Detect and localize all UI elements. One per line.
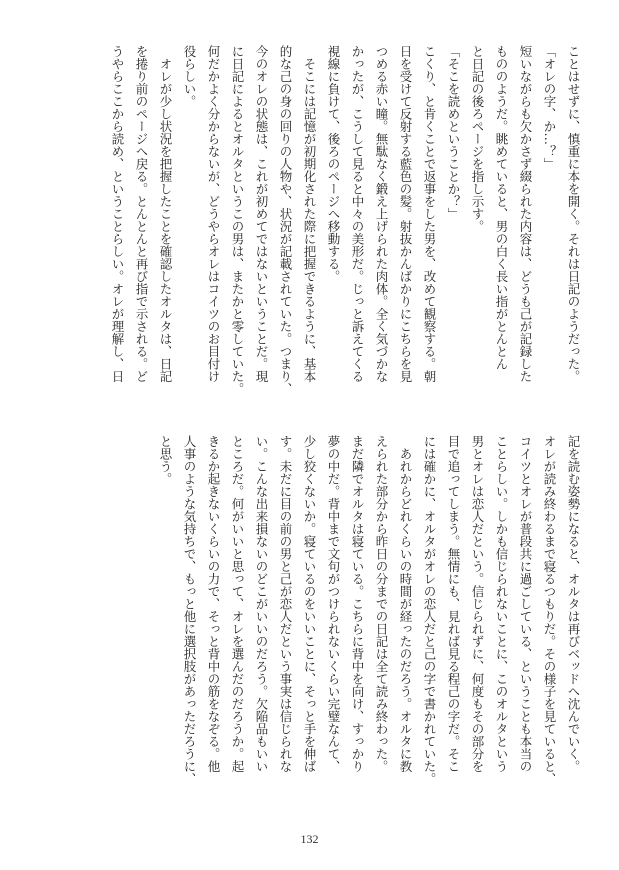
text-line: 「オレの字、か…？」 <box>542 45 557 170</box>
page-number: 132 <box>300 832 319 846</box>
text-line: うやらここから読め、ということらしい。オレが理解し、日 <box>110 45 125 383</box>
text-line: コイツとオレが普段共に過ごしている、ということも本当の <box>518 435 533 773</box>
text-line: きるか起きないくらいの力で、そっと背中の筋をなぞる。他 <box>206 435 221 773</box>
text-line: 目で追ってしまう。無情にも、見れば見る程己の字だ。そこ <box>446 435 461 773</box>
text-line: 男とオレは恋人だという。信じられずに、何度もその部分を <box>470 435 485 773</box>
text-line: 日を受けて反射する藍色の髪。射抜かんばかりにこちらを見 <box>398 45 413 383</box>
text-line: に日記によるとオルタというこの男は、またかと零していた。 <box>230 45 245 395</box>
text-line: 役らしい。 <box>182 45 197 108</box>
text-line: 的な己の身の回りの人物や、状況が記載されていた。つまり、 <box>278 45 293 395</box>
text-line: つめる赤い瞳。無駄なく鍛え上げられた肉体。全く気づかな <box>374 45 389 383</box>
text-block-bottom <box>153 435 585 800</box>
text-line: 人事のような気持ちで、もっと他に選択肢があっただろうに、 <box>182 435 197 785</box>
text-line: 視線に負けて、後ろのページへ移動する。 <box>326 45 341 283</box>
text-line: ところだ。何がいいと思って、オレを選んだのだろうか。起 <box>230 435 245 773</box>
text-line: オレが読み終わるまで寝るつもりだ。その様子を見ていると、 <box>542 435 557 785</box>
text-line: ことらしい。しかも信じられないことに、このオルタという <box>494 435 509 773</box>
text-line: と思う。 <box>158 435 173 485</box>
text-line: には確かに、オルタがオレの恋人だと己の字で書かれていた。 <box>422 435 437 785</box>
text-line: と日記の後ろページを指し示す。 <box>470 45 485 233</box>
text-line: 「そこを読めということか？」 <box>446 45 461 220</box>
text-line: 夢の中だ。背中まで文句がつけられないくらい完璧なんて、 <box>326 435 341 773</box>
text-block-top <box>105 45 585 397</box>
text-line: 少し狡くないか。寝ているのをいいことに、そっと手を伸ば <box>302 435 317 773</box>
text-line: かったが、こうして見ると中々の美形だ。じっと訴えてくる <box>350 45 365 383</box>
text-line: そこには記憶が初期化された際に把握できるように、基本 <box>302 45 317 383</box>
text-line: 短いながらも欠かさず綴られた内容は、どうも己が記録した <box>518 45 533 383</box>
text-line: まだ隣でオルタは寝ている。こちらに背中を向け、すっかり <box>350 435 365 773</box>
text-line: こくり、と肯くことで返事をした男を、改めて観察する。朝 <box>422 45 437 383</box>
text-line: 何だかよく分からないが、どうやらオレはコイツのお目付け <box>206 45 221 383</box>
text-line: えられた部分から昨日の分までの日記は全て読み終わった。 <box>374 435 389 773</box>
text-line: オレが少し状況を把握したことを確認したオルタは、日記 <box>158 45 173 383</box>
text-line: もののようだ。眺めていると、男の白く長い指がとんとん <box>494 45 509 370</box>
text-line: 記を読む姿勢になると、オルタは再びベッドへ沈んでいく。 <box>566 435 581 773</box>
text-line: ことはせずに、慎重に本を開く。それは日記のようだった。 <box>566 45 581 383</box>
text-line: 今のオレの状態は、これが初めてではないということだ。現 <box>254 45 269 383</box>
text-line: を捲り前のページへ戻る。とんとんと再び指で示される。ど <box>134 45 149 383</box>
text-line: す。未だに目の前の男と己が恋人だという事実は信じられな <box>278 435 293 773</box>
text-line: い。こんな出来損ないのどこがいいのだろう。欠陥品もいい <box>254 435 269 773</box>
text-line: あれからどれくらいの時間が経ったのだろう。オルタに教 <box>398 435 413 773</box>
